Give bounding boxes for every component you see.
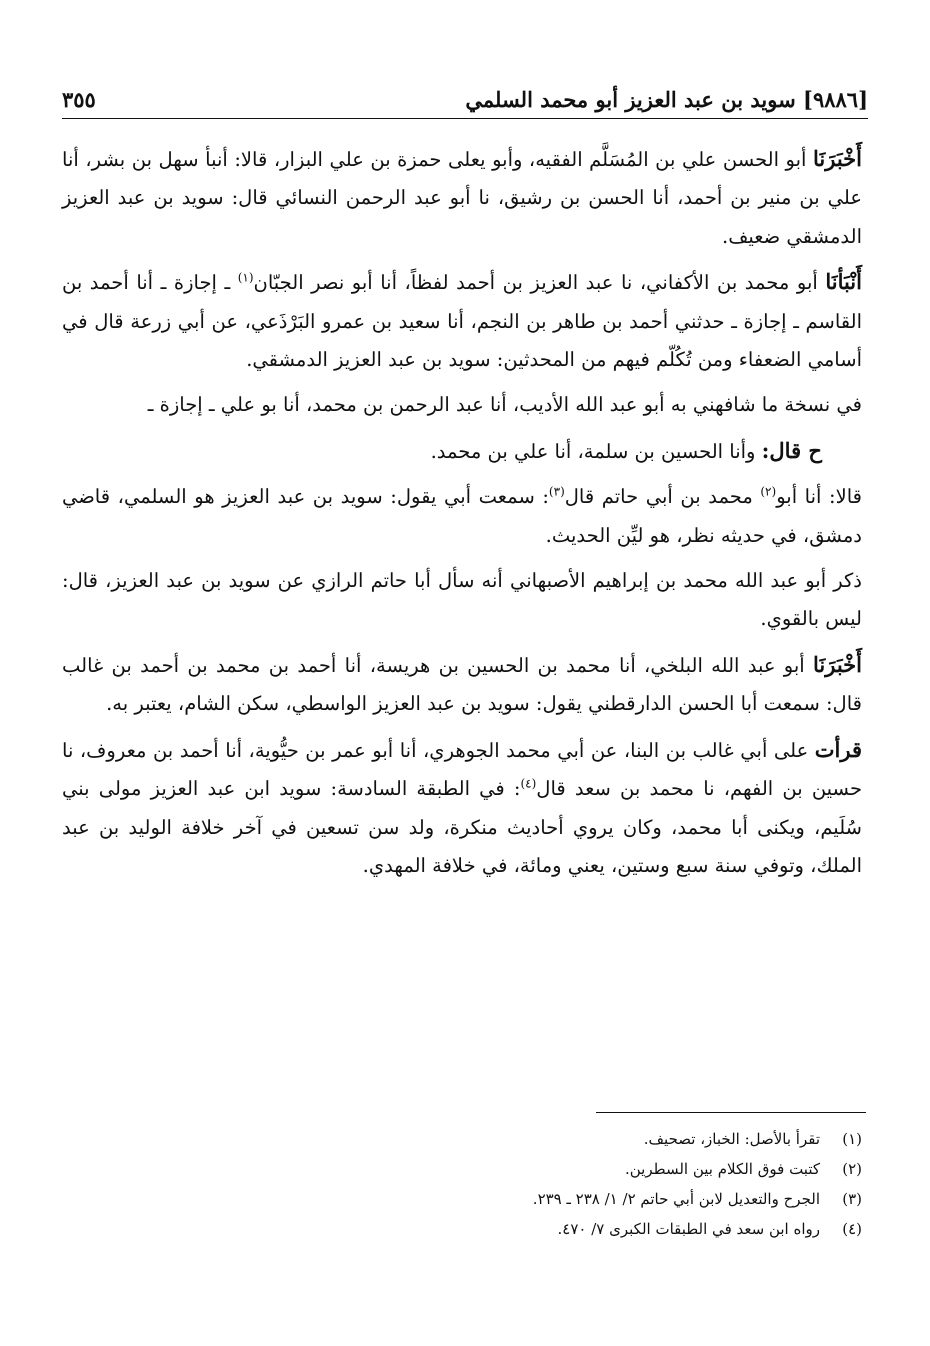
paragraph-text: : سمعت أبي يقول: سويد بن عبد العزيز هو السلمي، قاضي دمشق، في حديثه نظر، هو ليِّن الحديث. (62, 485, 862, 547)
footnotes (82, 1124, 862, 1244)
paragraph-lead: قرأت (814, 736, 862, 762)
footnote-text: الجرح والتعديل لابن أبي حاتم ٢/ ١/ ٢٣٨ ـ ٢٣٩. (532, 1190, 820, 1208)
footnote-text: كتبت فوق الكلام بين السطرين. (625, 1160, 820, 1178)
footnote-number: (٢) (842, 1160, 862, 1178)
paragraph-lead: أَخْبَرَنَا (813, 146, 862, 171)
paragraph-text: وأنا الحسين بن سلمة، أنا علي بن محمد. (430, 439, 762, 463)
footnote (82, 1184, 862, 1214)
paragraph-text: أبو محمد بن الأكفاني، نا عبد العزيز بن أحمد لفظاً، أنا أبو نصر الجبّان (253, 271, 826, 295)
paragraph-text: في نسخة ما شافهني به أبو عبد الله الأديب، أنا عبد الرحمن بن محمد، أنا بو علي ـ إجازة ـ (147, 393, 862, 417)
footnote-ref: (١) (237, 270, 254, 285)
paragraph-text: ـ إجازة ـ أنا أحمد بن القاسم ـ إجازة ـ حدثني أحمد بن طاهر بن النجم، أنا سعيد بن عمرو البَرْذَعي، عن أبي زرعة قال في أسامي الضعفاء ومن تُكُلّم فيهم من المحدثين: سويد بن عبد العزيز الدمشقي. (62, 271, 862, 372)
paragraph (62, 562, 862, 639)
footnote-number: (١) (842, 1130, 862, 1148)
paragraph (62, 731, 862, 886)
paragraph-text: : في الطبقة السادسة: سويد ابن عبد العزيز مولى بني سُلَيم، ويكنى أبا محمد، وكان يروي أحاديث منكرة، ولد سن تسعين في آخر خلافة الوليد بن عبد الملك، وتوفي سنة سبع وستين، يعني ومائة، في خلافة المهدي. (62, 777, 862, 877)
paragraph-lead: أَخْبَرَنَا (813, 651, 862, 677)
footnote-number: (٤) (842, 1220, 862, 1238)
page-header (62, 72, 868, 119)
footnote (82, 1154, 862, 1184)
footnote-number: (٣) (842, 1190, 862, 1208)
footnote-ref: (٣) (548, 484, 565, 499)
paragraph (62, 478, 862, 555)
paragraph-lead: أَنْبَأنَا (825, 269, 862, 295)
paragraph-text: أبو عبد الله البلخي، أنا محمد بن الحسين بن هريسة، أنا أحمد بن محمد بن أحمد بن غالب قال: سمعت أبا الحسن الدارقطني يقول: سويد بن عبد العزيز الواسطي، سكن الشام، يعتبر به. (62, 653, 862, 716)
footnote-text: رواه ابن سعد في الطبقات الكبرى ٧/ ٤٧٠. (557, 1220, 820, 1238)
paragraph-text: قالا: أنا أبو (776, 485, 862, 509)
paragraph-text: ذكر أبو عبد الله محمد بن إبراهيم الأصبهاني أنه سأل أبا حاتم الرازي عن سويد بن عبد العزيز، قال: ليس بالقوي. (62, 569, 862, 631)
paragraph (62, 140, 862, 256)
paragraph-lead: ح قال: (761, 437, 822, 463)
footnote-text: تقرأ بالأصل: الخباز، تصحيف. (643, 1130, 820, 1148)
footnote (82, 1214, 862, 1244)
main-text (62, 140, 862, 892)
paragraph (62, 386, 862, 424)
running-title: [٩٨٨٦] سويد بن عبد العزيز أبو محمد السلمي (465, 87, 868, 112)
footnote-ref: (٢) (760, 484, 777, 499)
paragraph (62, 646, 862, 724)
page-number: ٣٥٥ (62, 87, 96, 112)
paragraph (62, 263, 862, 379)
paragraph (62, 432, 862, 471)
footnote-separator (596, 1112, 866, 1113)
paragraph-text: أبو الحسن علي بن المُسَلَّم الفقيه، وأبو يعلى حمزة بن علي البزار، قالا: أنبأ سهل بن بشر، أنا علي بن منير بن أحمد، أنا الحسن بن رشيق، نا أبو عبد الرحمن النسائي قال: سويد بن عبد العزيز الدمشقي ضعيف. (62, 148, 862, 248)
footnote (82, 1124, 862, 1154)
footnote-ref: (٤) (520, 776, 537, 791)
paragraph-text: محمد بن أبي حاتم قال (564, 485, 761, 509)
paragraph-text: على أبي غالب بن البنا، عن أبي محمد الجوهري، أنا أبو عمر بن حيُّوية، أنا أحمد بن معروف، نا حسين بن الفهم، نا محمد بن سعد قال (62, 738, 862, 801)
